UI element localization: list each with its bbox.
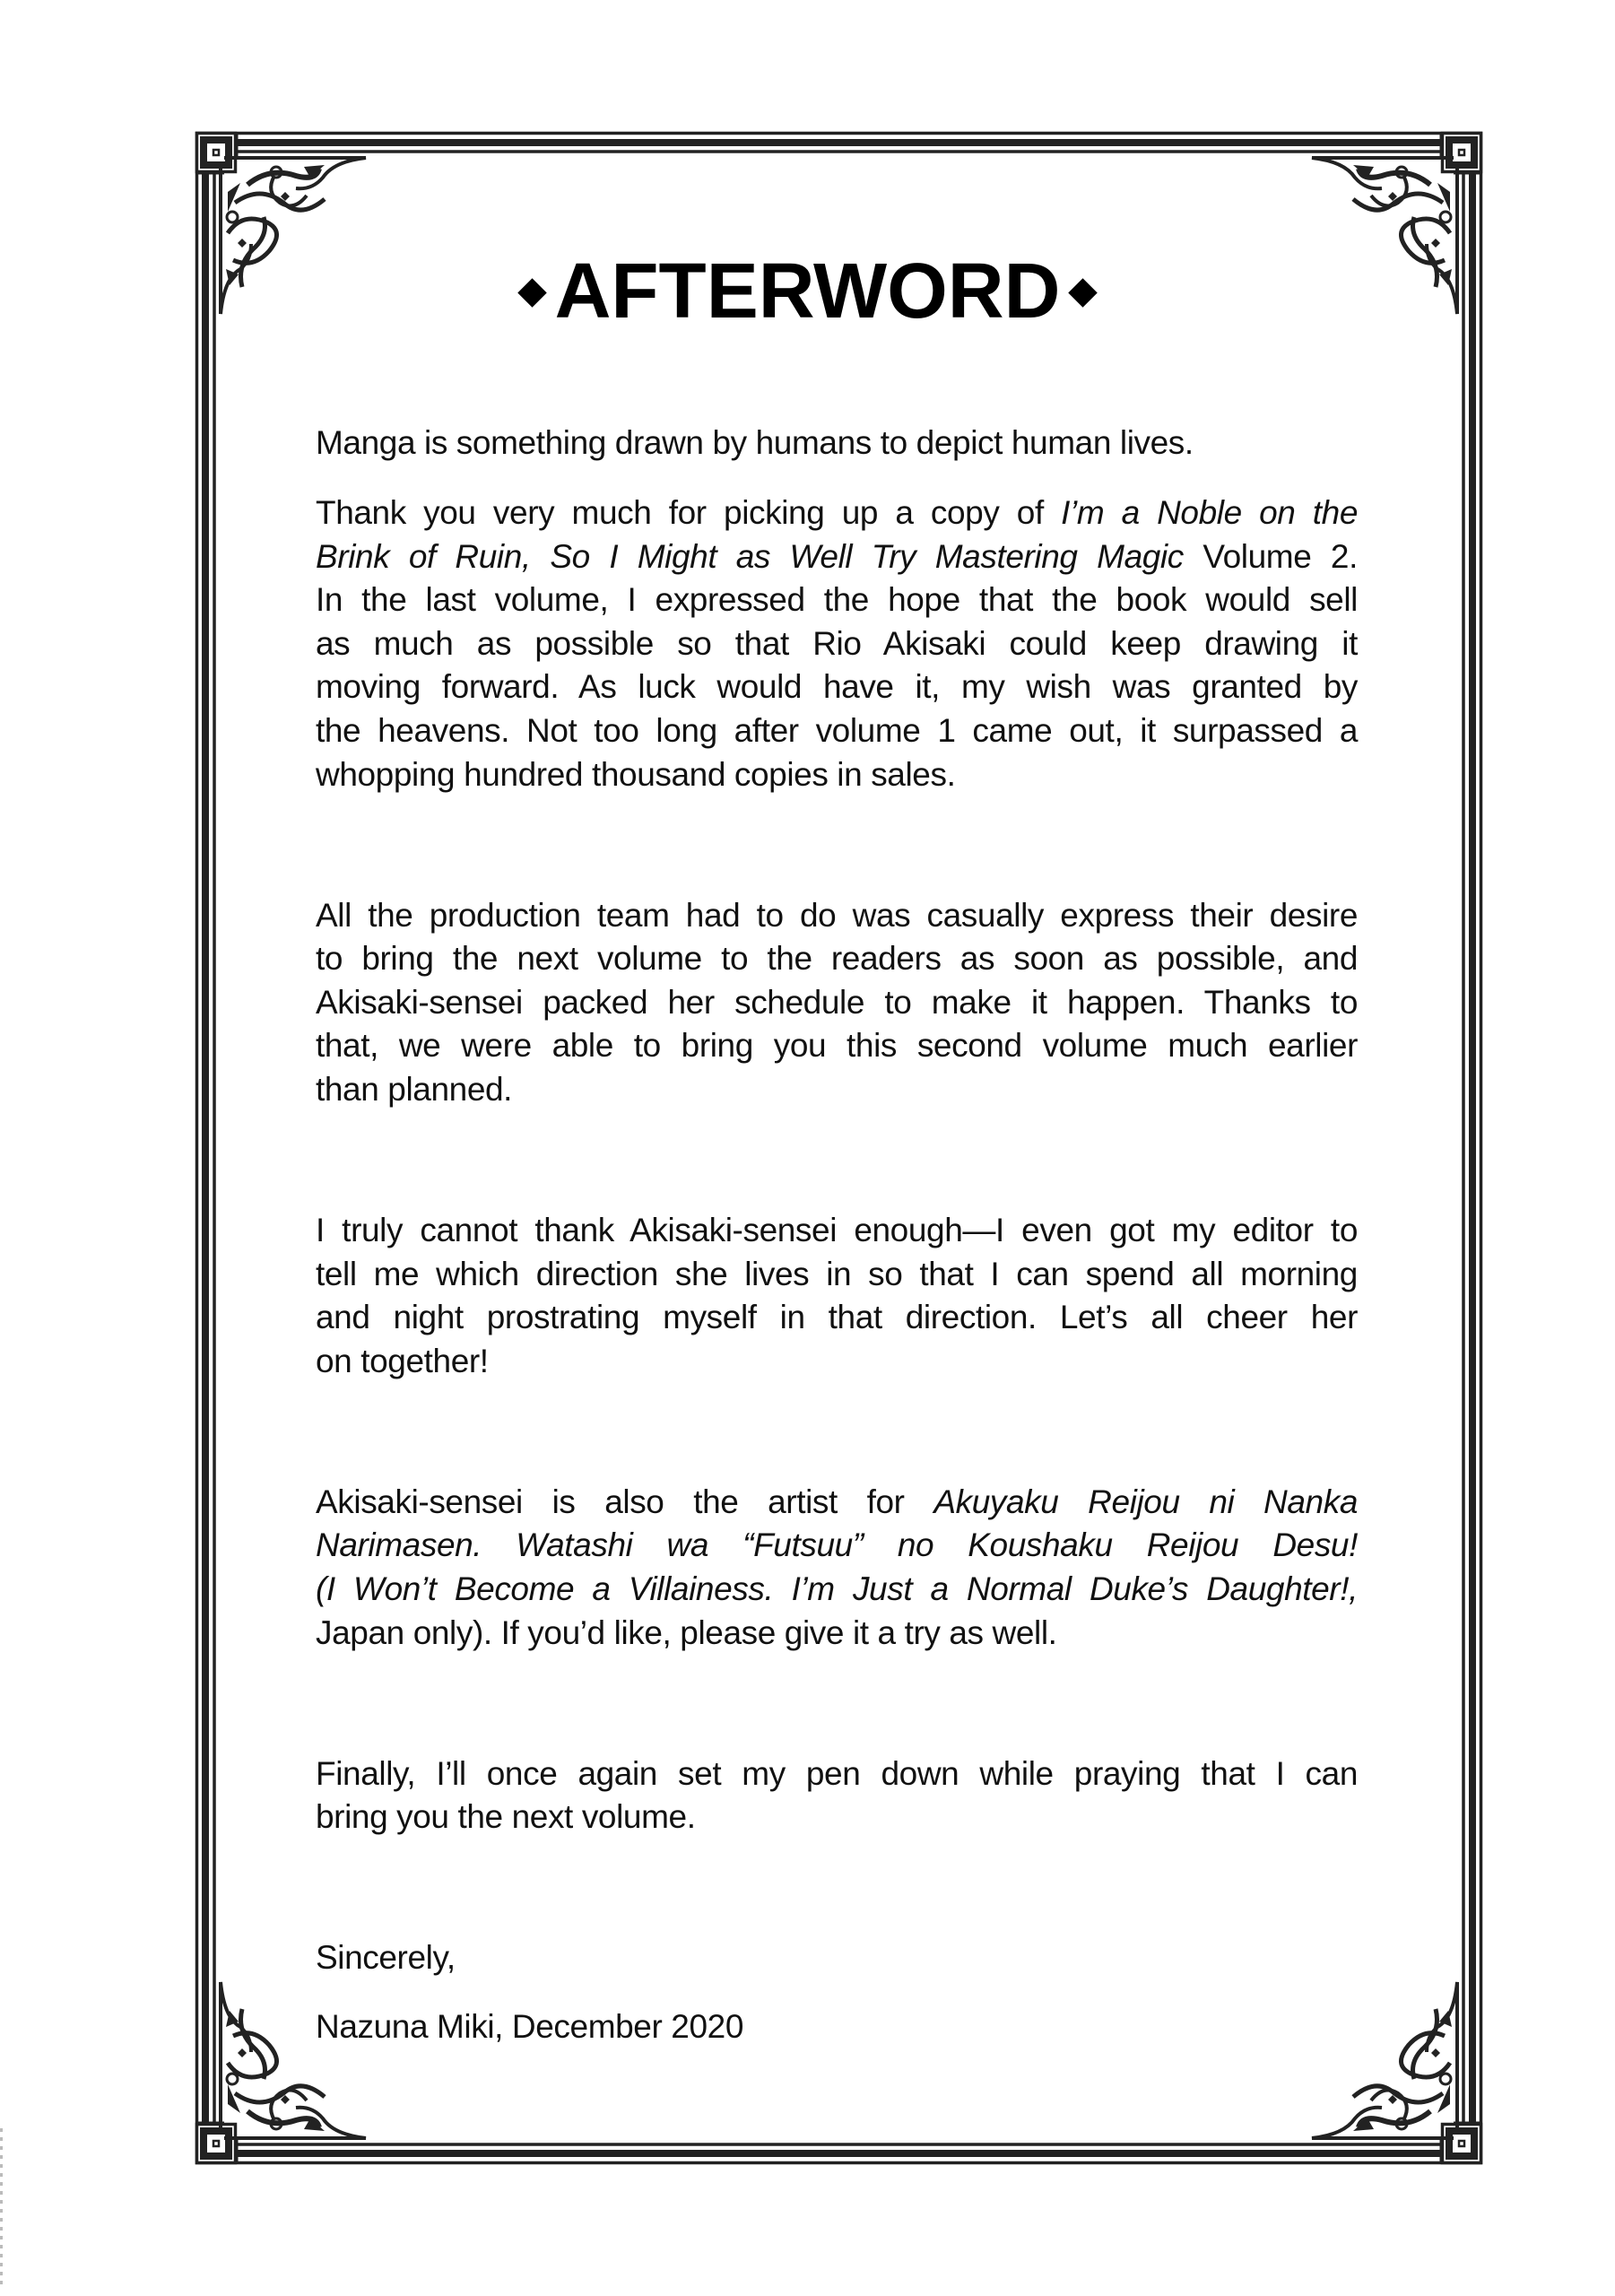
- text-line: [316, 755, 1358, 797]
- text-segment: and night prostrating myself in that direction. Let’s all cheer her: [316, 1299, 1358, 1336]
- corner-meander: [195, 132, 237, 173]
- text-line: [316, 537, 1358, 579]
- text-segment: Sincerely,: [316, 1939, 456, 1977]
- text-line: [316, 1300, 1358, 1340]
- text-segment: tell me which direction she lives in so that I can spend all morning: [316, 1255, 1358, 1292]
- text-line: [316, 896, 1358, 938]
- text-line: [316, 670, 1358, 709]
- italic-title-text: Brink of Ruin, So I Might as Well Try Mastering Magic: [316, 537, 1184, 575]
- italic-title-text: I’m a Noble on the: [1061, 494, 1358, 531]
- text-line: [316, 983, 1358, 1025]
- diamond-ornament-icon: [1069, 278, 1098, 308]
- text-segment: Akisaki-sensei is also the artist for: [316, 1483, 934, 1520]
- text-segment: as much as possible so that Rio Akisaki could keep drawing it: [316, 624, 1358, 662]
- text-segment: than planned.: [316, 1071, 513, 1108]
- text-segment: I truly cannot thank Akisaki-sensei enough—I even got my editor to: [316, 1212, 1358, 1248]
- text-line: [316, 426, 1358, 465]
- text-segment: that, we were able to bring you this second volume much earlier: [316, 1027, 1358, 1065]
- text-segment: Akisaki-sensei packed her schedule to make it happen. Thanks to: [316, 983, 1358, 1021]
- text-segment: Japan only). If you’d like, please give it a try as well.: [316, 1613, 1057, 1651]
- text-line: [316, 1941, 1358, 1980]
- text-line: [316, 496, 1358, 535]
- text-segment: In the last volume, I expressed the hope that the book would sell: [316, 581, 1358, 619]
- text-line: [316, 1485, 1358, 1525]
- title-text: AFTERWORD: [554, 248, 1061, 335]
- italic-title-text: Narimasen. Watashi wa “Futsuu” no Koushaku Reijou Desu!: [316, 1526, 1358, 1564]
- page-title: [0, 242, 1615, 341]
- text-line: [316, 942, 1358, 981]
- text-segment: the heavens. Not too long after volume 1 came out, it surpassed a: [316, 712, 1358, 749]
- text-line: [316, 1572, 1358, 1612]
- text-segment: Nazuna Miki, December 2020: [316, 2008, 743, 2046]
- text-line: [316, 1073, 1358, 1112]
- text-line: [316, 583, 1358, 622]
- text-line: [316, 1613, 1358, 1656]
- text-segment: to bring the next volume to the readers as soon as possible, and: [316, 940, 1358, 978]
- margin-marks: [0, 2128, 3, 2285]
- text-line: [316, 1528, 1358, 1568]
- text-segment: bring you the next volume.: [316, 1798, 696, 1836]
- italic-title-text: (I Won’t Become a Villainess. I’m Just a Normal Duke’s Daughter!,: [316, 1570, 1358, 1607]
- text-segment: Thank you very much for picking up a copy of: [316, 494, 1062, 531]
- text-line: [316, 1213, 1358, 1253]
- text-line: [316, 1344, 1358, 1384]
- text-segment: All the production team had to do was casually express their desire: [316, 896, 1358, 934]
- text-line: [316, 2010, 1358, 2049]
- diamond-ornament-icon: [517, 278, 547, 308]
- text-segment: Manga is something drawn by humans to depict human lives.: [316, 424, 1194, 461]
- text-segment: on together!: [316, 1342, 489, 1379]
- text-line: [316, 624, 1358, 666]
- text-line: [316, 1800, 1358, 1839]
- text-segment: moving forward. As luck would have it, my wish was granted by: [316, 668, 1358, 706]
- text-line: [316, 1029, 1358, 1068]
- text-segment: Finally, I’ll once again set my pen down while praying that I can: [316, 1754, 1358, 1792]
- text-line: [316, 1754, 1358, 1796]
- text-segment: Volume 2.: [1183, 537, 1358, 575]
- text-line: [316, 1257, 1358, 1297]
- text-line: [316, 714, 1358, 753]
- italic-title-text: Akuyaku Reijou ni Nanka: [933, 1483, 1358, 1520]
- text-segment: whopping hundred thousand copies in sales.: [316, 755, 956, 793]
